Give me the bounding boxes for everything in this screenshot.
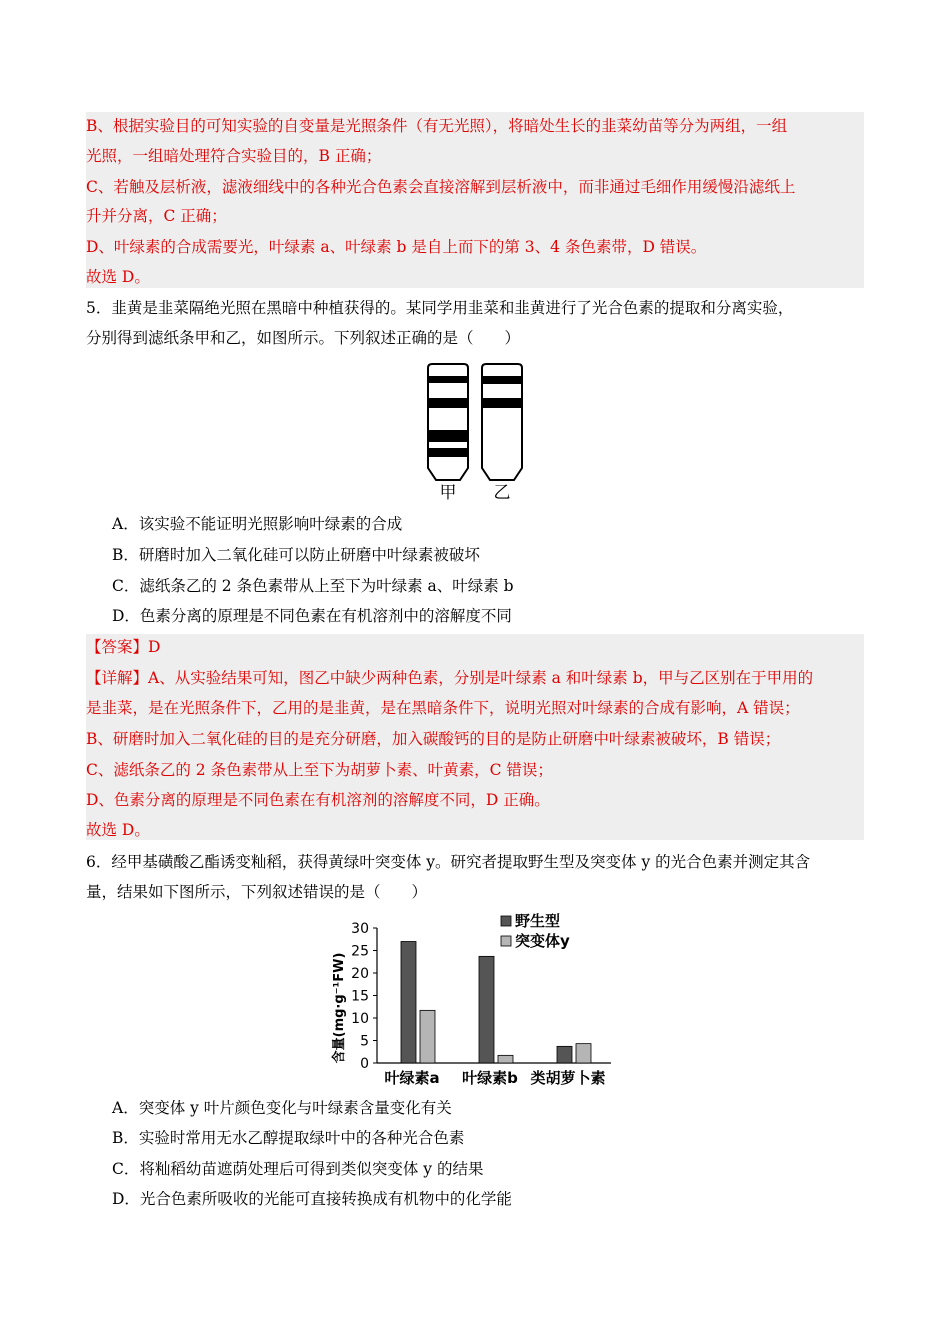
q5-stem: 分别得到滤纸条甲和乙，如图所示。下列叙述正确的是（ ） — [86, 329, 521, 347]
band — [428, 376, 468, 383]
bar — [498, 1055, 513, 1063]
y-tick-label: 10 — [351, 1011, 369, 1027]
x-category-label: 类胡萝卜素 — [530, 1069, 606, 1087]
q5-stem: 5．韭黄是韭菜隔绝光照在黑暗中种植获得的。某同学用韭菜和韭黄进行了光合色素的提取和分离实验， — [86, 299, 794, 317]
legend-label: 野生型 — [515, 912, 561, 930]
strip-label-yi: 乙 — [493, 483, 511, 502]
y-tick-label: 0 — [360, 1056, 369, 1072]
q6-stem: 量，结果如下图所示，下列叙述错误的是（ ） — [86, 883, 428, 901]
y-tick-label: 5 — [360, 1033, 369, 1050]
q5-option-a[interactable]: A．该实验不能证明光照影响叶绿素的合成 — [112, 515, 403, 533]
legend-swatch — [501, 916, 511, 926]
band — [482, 398, 522, 408]
bar — [479, 956, 494, 1063]
prev-explain-line: 光照，一组暗处理符合实验目的，B 正确； — [86, 147, 382, 165]
x-category-label: 叶绿素b — [462, 1069, 518, 1087]
bar — [576, 1044, 591, 1063]
prev-explanation-block — [86, 112, 864, 288]
q5-explain-line: 【详解】A、从实验结果可知，图乙中缺少两种色素，分别是叶绿素 a 和叶绿素 b，甲与乙区别在于甲用的 — [86, 669, 814, 687]
bar — [420, 1010, 435, 1063]
y-tick-label: 15 — [351, 988, 369, 1005]
x-category-label: 叶绿素a — [384, 1069, 440, 1087]
prev-explain-line: B、根据实验目的可知实验的自变量是光照条件（有无光照），将暗处生长的韭菜幼苗等分为两组，一组 — [86, 117, 788, 135]
q5-explain-line: 是韭菜，是在光照条件下，乙用的是韭黄，是在黑暗条件下，说明光照对叶绿素的合成有影响，A 错误； — [86, 699, 800, 717]
prev-explain-line: C、若触及层析液，滤液细线中的各种光合色素会直接溶解到层析液中，而非通过毛细作用缓慢沿滤纸上 — [86, 178, 796, 196]
filter-paper-figure — [418, 360, 534, 502]
band — [482, 376, 522, 384]
legend-swatch — [501, 936, 511, 946]
y-axis-label: 含量(mg·g⁻¹FW) — [332, 952, 347, 1064]
prev-explain-line: 故选 D。 — [86, 268, 150, 286]
band — [428, 398, 468, 408]
y-tick-label: 25 — [351, 943, 369, 960]
y-tick-label: 20 — [351, 966, 369, 982]
prev-explain-line: D、叶绿素的合成需要光，叶绿素 a、叶绿素 b 是自上而下的第 3、4 条色素带，D 错误。 — [86, 238, 707, 256]
q5-explain-line: B、研磨时加入二氧化硅的目的是充分研磨，加入碳酸钙的目的是防止研磨中叶绿素被破坏，B 错误； — [86, 730, 781, 748]
q6-option-d[interactable]: D．光合色素所吸收的光能可直接转换成有机物中的化学能 — [112, 1190, 512, 1208]
q5-explain-line: 故选 D。 — [86, 821, 150, 839]
bar — [557, 1046, 572, 1063]
strip-label-jia: 甲 — [439, 483, 457, 502]
q5-answer: 【答案】D — [86, 638, 161, 656]
q6-option-c[interactable]: C．将籼稻幼苗遮荫处理后可得到类似突变体 y 的结果 — [112, 1160, 484, 1178]
q5-option-c[interactable]: C．滤纸条乙的 2 条色素带从上至下为叶绿素 a、叶绿素 b — [112, 577, 514, 595]
y-tick-label: 30 — [351, 921, 369, 937]
q5-option-b[interactable]: B．研磨时加入二氧化硅可以防止研磨中叶绿素被破坏 — [112, 546, 480, 564]
q6-option-a[interactable]: A．突变体 y 叶片颜色变化与叶绿素含量变化有关 — [112, 1099, 452, 1117]
q5-explain-line: C、滤纸条乙的 2 条色素带从上至下为胡萝卜素、叶黄素，C 错误； — [86, 761, 553, 779]
legend-label: 突变体y — [515, 932, 570, 950]
band — [428, 430, 468, 442]
q5-option-d[interactable]: D．色素分离的原理是不同色素在有机溶剂中的溶解度不同 — [112, 607, 512, 625]
q6-option-b[interactable]: B．实验时常用无水乙醇提取绿叶中的各种光合色素 — [112, 1129, 465, 1147]
prev-explain-line: 升并分离，C 正确； — [86, 207, 227, 225]
bar — [401, 942, 416, 1064]
q5-explain-line: D、色素分离的原理是不同色素在有机溶剂的溶解度不同，D 正确。 — [86, 791, 550, 809]
q6-stem: 6．经甲基磺酸乙酯诱变籼稻，获得黄绿叶突变体 y。研究者提取野生型及突变体 y 的光合色素并测定其含 — [86, 853, 811, 871]
band — [428, 448, 468, 457]
pigment-bar-chart — [325, 908, 625, 1090]
